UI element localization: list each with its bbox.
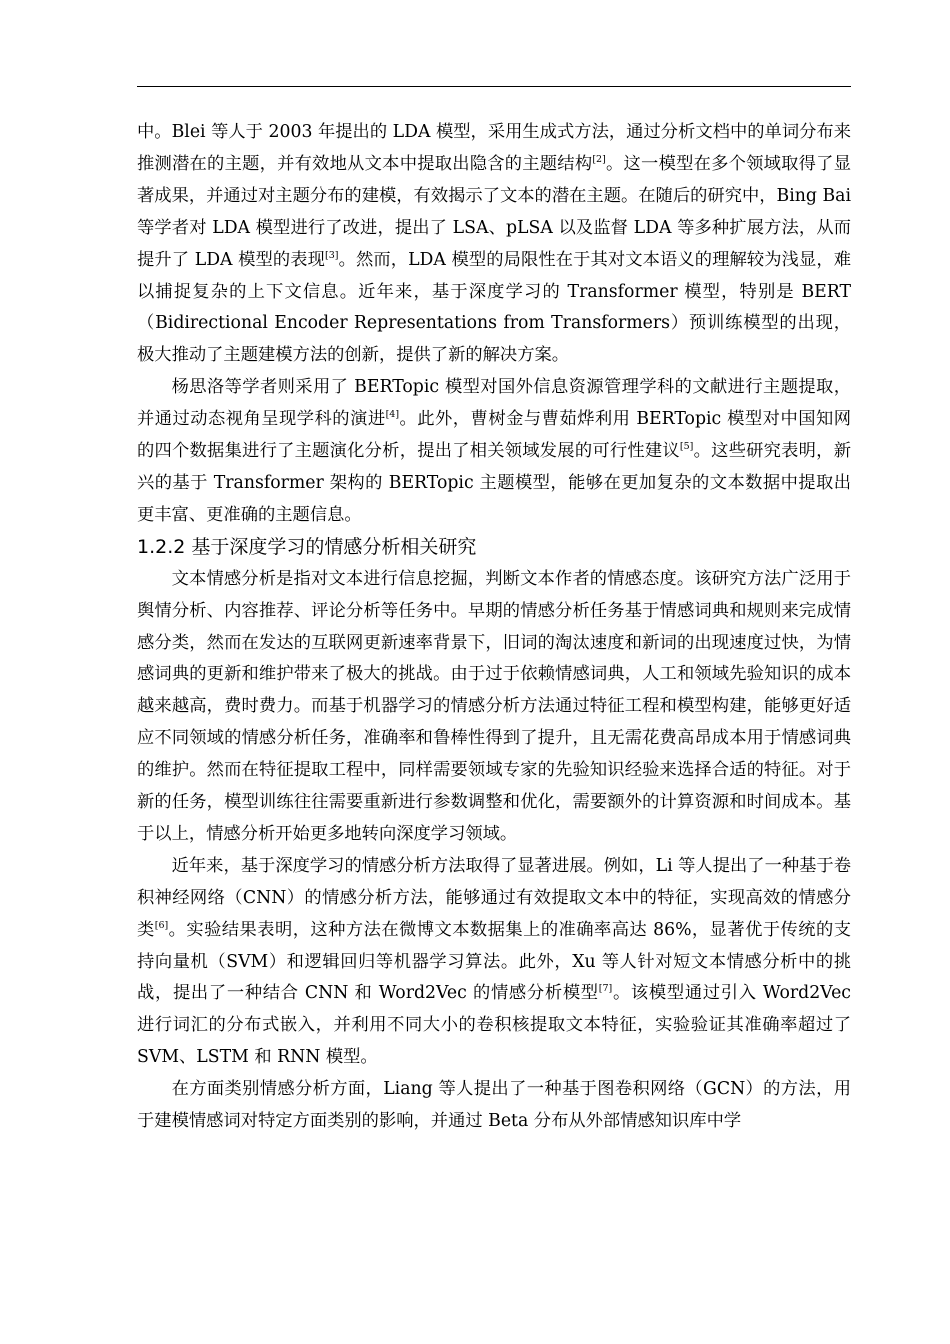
paragraph-text: 。该模型通过引入 Word2Vec 进行词汇的分布式嵌入，并利用不同大小的卷积核提取文本特征，实验验证其准确率超过了 SVM、LSTM 和 RNN 模型。 [137, 983, 851, 1068]
paragraph-text: 。这些研究表明，新兴的基于 Transformer 架构的 BERTopic 主题模型，能够在更加复杂的文本数据中提取出更丰富、更准确的主题信息。 [137, 441, 851, 525]
citation-marker: [3] [325, 249, 339, 261]
citation-marker: [7] [598, 983, 613, 995]
document-body [137, 117, 851, 1138]
citation-marker: [5] [679, 441, 694, 453]
paragraph-text: 文本情感分析是指对文本进行信息挖掘，判断文本作者的情感态度。该研究方法广泛用于舆情分析、内容推荐、评论分析等任务中。早期的情感分析任务基于情感词典和规则来完成情感分类，然而在发达的互联网更新速率背景下，旧词的淘汰速度和新词的出现速度过快，为情感词典的更新和维护带来了极大的挑战。由于过于依赖情感词典，人工和领域先验知识的成本越来越高，费时费力。而基于机器学习的情感分析方法通过特征工程和模型构建，能够更好适应不同领域的情感分析任务，准确率和鲁棒性得到了提升，且无需花费高昂成本用于情感词典的维护。然而在特征提取工程中，同样需要领域专家的先验知识经验来选择合适的特征。对于新的任务，模型训练往往需要重新进行参数调整和优化，需要额外的计算资源和时间成本。基于以上，情感分析开始更多地转向深度学习领域。 [137, 568, 851, 844]
paragraph [137, 851, 851, 1074]
paragraph-text: 近年来，基于深度学习的情感分析方法取得了显著进展。例如，Li 等人提出了一种基于卷积神经网络（CNN）的情感分析方法，能够通过有效提取文本中的特征，实现高效的情感分类 [137, 855, 851, 940]
header-rule [137, 86, 851, 87]
citation-marker: [2] [592, 154, 606, 166]
citation-marker: [4] [385, 409, 400, 421]
section-heading: 1.2.2 基于深度学习的情感分析相关研究 [137, 535, 477, 558]
paragraph-text: 杨思洛等学者则采用了 BERTopic 模型对国外信息资源管理学科的文献进行主题提取，并通过动态视角呈现学科的演进 [137, 377, 851, 430]
paragraph [137, 372, 851, 532]
paragraph [137, 564, 851, 851]
paragraph-text: 。这一模型在多个领域取得了显著成果，并通过对主题分布的建模，有效揭示了文本的潜在主题。在随后的研究中，Bing Bai 等学者对 LDA 模型进行了改进，提出了 LSA、pLSA 以及监督 LDA 等多种扩展方法，从而提升了 LDA 模型的表现 [137, 153, 851, 270]
paragraph-text: 。然而，LDA 模型的局限性在于其对文本语义的理解较为浅显，难以捕捉复杂的上下文信息。近年来，基于深度学习的 Transformer 模型，特别是 BERT（Bidirectional Encoder Representations from Transformers）预训练模型的出现，极大推动了主题建模方法的创新，提供了新的解决方案。 [137, 249, 851, 366]
paragraph [137, 1074, 851, 1138]
paragraph [137, 117, 851, 372]
paragraph-text: 。此外，曹树金与曹茹烨利用 BERTopic 模型对中国知网的四个数据集进行了主题演化分析，提出了相关领域发展的可行性建议 [137, 409, 851, 462]
citation-marker: [6] [154, 919, 169, 931]
paragraph-text: 在方面类别情感分析方面，Liang 等人提出了一种基于图卷积网络（GCN）的方法，用于建模情感词对特定方面类别的影响，并通过 Beta 分布从外部情感知识库中学 [137, 1079, 851, 1132]
paragraph-text: 。实验结果表明，这种方法在微博文本数据集上的准确率高达 86%，显著优于传统的支持向量机（SVM）和逻辑回归等机器学习算法。此外，Xu 等人针对短文本情感分析中的挑战，提出了一种结合 CNN 和 Word2Vec 的情感分析模型 [137, 919, 851, 1004]
paragraph-text: 中。Blei 等人于 2003 年提出的 LDA 模型，采用生成式方法，通过分析文档中的单词分布来推测潜在的主题，并有效地从文本中提取出隐含的主题结构 [137, 122, 851, 174]
